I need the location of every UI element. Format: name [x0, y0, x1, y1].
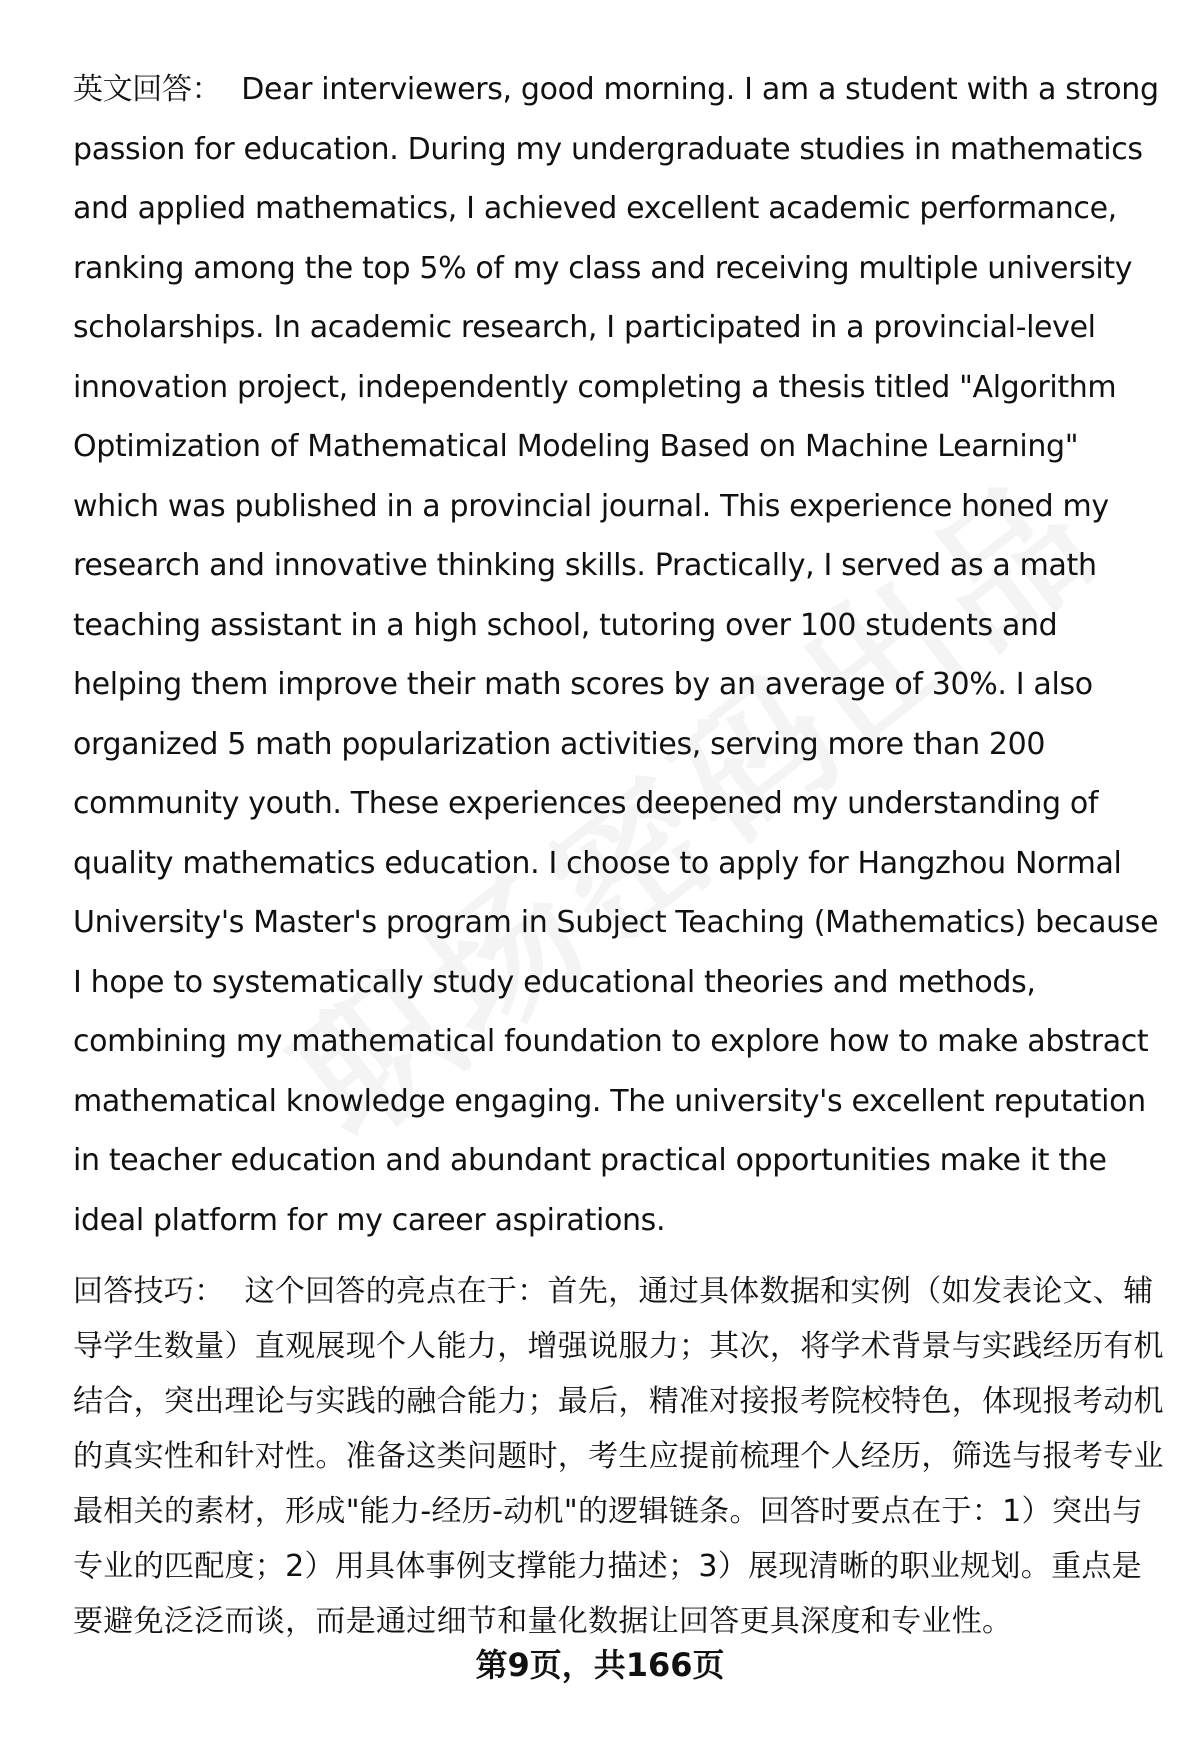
page-content: [73, 60, 1165, 1649]
english-answer-label: 英文回答：: [73, 72, 222, 107]
english-answer-text: Dear interviewers, good morning. I am a student with a strong passion for education. During my undergraduate studies in mathematics and applied mathematics, I achieved excellent academic performance, ranking among the top 5% of my class and receiving multiple university scholarships. In academic research, I participated in a provincial-level innovation project, independently completing a thesis titled "Algorithm Optimization of Mathematical Modeling Based on Machine Learning" which was published in a provincial journal. This experience honed my research and innovative thinking skills. Practically, I served as a math teaching assistant in a high school, tutoring over 100 students and helping them improve their math scores by an average of 30%. I also organized 5 math popularization activities, serving more than 200 community youth. These experiences deepened my understanding of quality mathematics education. I choose to apply for Hangzhou Normal University's Master's program in Subject Teaching (Mathematics) because I hope to systematically study educational theories and methods, combining my mathematical foundation to explore how to make abstract mathematical knowledge engaging. The university's excellent reputation in teacher education and abundant practical opportunities make it the ideal platform for my career aspirations.: [73, 72, 1159, 1238]
answer-tips-paragraph: [73, 1264, 1165, 1649]
answer-tips-text: 这个回答的亮点在于：首先，通过具体数据和实例（如发表论文、辅导学生数量）直观展现个人能力，增强说服力；其次，将学术背景与实践经历有机结合，突出理论与实践的融合能力；最后，精准对接报考院校特色，体现报考动机的真实性和针对性。准备这类问题时，考生应提前梳理个人经历，筛选与报考专业最相关的素材，形成"能力-经历-动机"的逻辑链条。回答时要点在于：1）突出与专业的匹配度；2）用具体事例支撑能力描述；3）展现清晰的职业规划。重点是要避免泛泛而谈，而是通过细节和量化数据让回答更具深度和专业性。: [73, 1274, 1164, 1639]
english-answer-paragraph: [73, 60, 1165, 1250]
answer-tips-label: 回答技巧：: [73, 1274, 225, 1309]
page-indicator: 第9页，共166页: [475, 1646, 725, 1684]
